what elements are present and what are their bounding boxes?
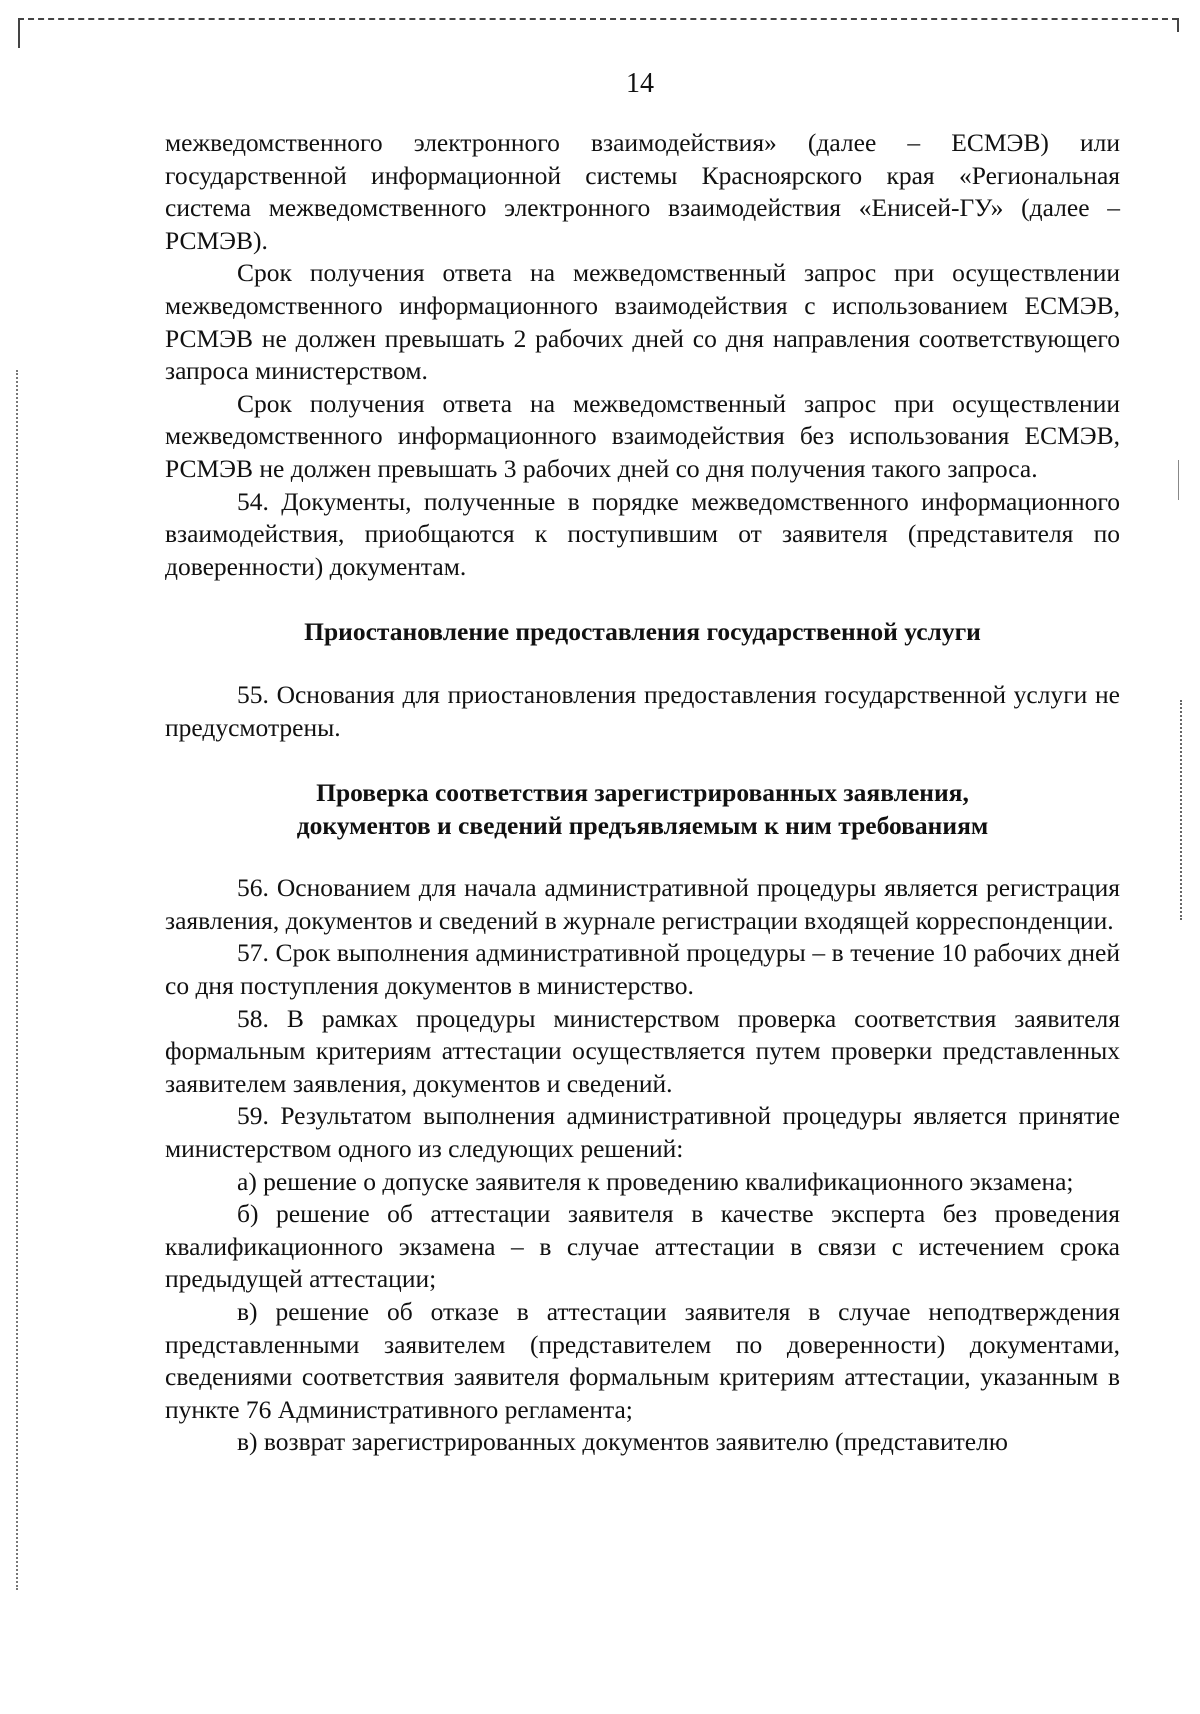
section-heading-suspension: Приостановление предоставления государственной услуги <box>304 617 981 647</box>
scan-border-left <box>18 18 20 48</box>
scan-margin-right <box>1180 700 1182 920</box>
paragraph-58: 58. В рамках процедуры министерством проверка соответствия заявителя формальным критериям аттестации осуществляется путем проверки представленных заявителем заявления, документов и сведений. <box>165 1003 1120 1098</box>
list-item-v: в) решение об отказе в аттестации заявителя в случае неподтверждения представленными заявителем (представителем по доверенности) документами, сведениями соответствия заявителя формальным критериям аттестации, указанным в пункте 76 Административного регламента; <box>165 1297 1120 1424</box>
scan-border-top <box>18 18 1178 20</box>
paragraph-response-term-without-esmev: Срок получения ответа на межведомственный запрос при осуществлении межведомственного информационного взаимодействия без использования ЕСМЭВ, РСМЭВ не должен превышать 3 рабочих дней со дня получения такого запроса. <box>165 388 1120 483</box>
paragraph-57: 57. Срок выполнения административной процедуры – в течение 10 рабочих дней со дня поступления документов в министерство. <box>165 938 1120 1001</box>
paragraph-54: 54. Документы, полученные в порядке межведомственного информационного взаимодействия, приобщаются к поступившим от заявителя (представителя по доверенности) документам. <box>165 486 1120 581</box>
document-body <box>165 127 1120 1459</box>
section-heading-verification-line2: документов и сведений предъявляемым к ним требованиям <box>296 810 989 840</box>
paragraph-response-term-with-esmev: Срок получения ответа на межведомственный запрос при осуществлении межведомственного информационного взаимодействия с использованием ЕСМЭВ, РСМЭВ не должен превышать 2 рабочих дней со дня направления соответствующего запроса министерством. <box>165 258 1120 386</box>
list-item-v-return: в) возврат зарегистрированных документов заявителю (представителю <box>237 1427 1008 1457</box>
scan-margin-right-mark <box>1178 460 1179 500</box>
page-number: 14 <box>626 68 654 99</box>
list-item-b: б) решение об аттестации заявителя в качестве эксперта без проведения квалификационного экзамена – в случае аттестации в связи с истечением срока предыдущей аттестации; <box>165 1199 1120 1294</box>
scan-margin-left <box>16 370 18 1590</box>
paragraph-continuation: межведомственного электронного взаимодействия» (далее – ЕСМЭВ) или государственной информационной системы Красноярского края «Региональная система межведомственного электронного взаимодействия «Енисей-ГУ» (далее – РСМЭВ). <box>165 128 1120 255</box>
paragraph-59: 59. Результатом выполнения административной процедуры является принятие министерством одного из следующих решений: <box>165 1101 1120 1164</box>
scan-border-right <box>1177 18 1179 32</box>
list-item-a: а) решение о допуске заявителя к проведению квалификационного экзамена; <box>237 1166 1074 1196</box>
section-heading-verification-line1: Проверка соответствия зарегистрированных заявления, <box>316 778 969 808</box>
paragraph-56: 56. Основанием для начала административной процедуры является регистрация заявления, документов и сведений в журнале регистрации входящей корреспонденции. <box>165 873 1120 935</box>
paragraph-55: 55. Основания для приостановления предоставления государственной услуги не предусмотрены. <box>165 679 1120 742</box>
